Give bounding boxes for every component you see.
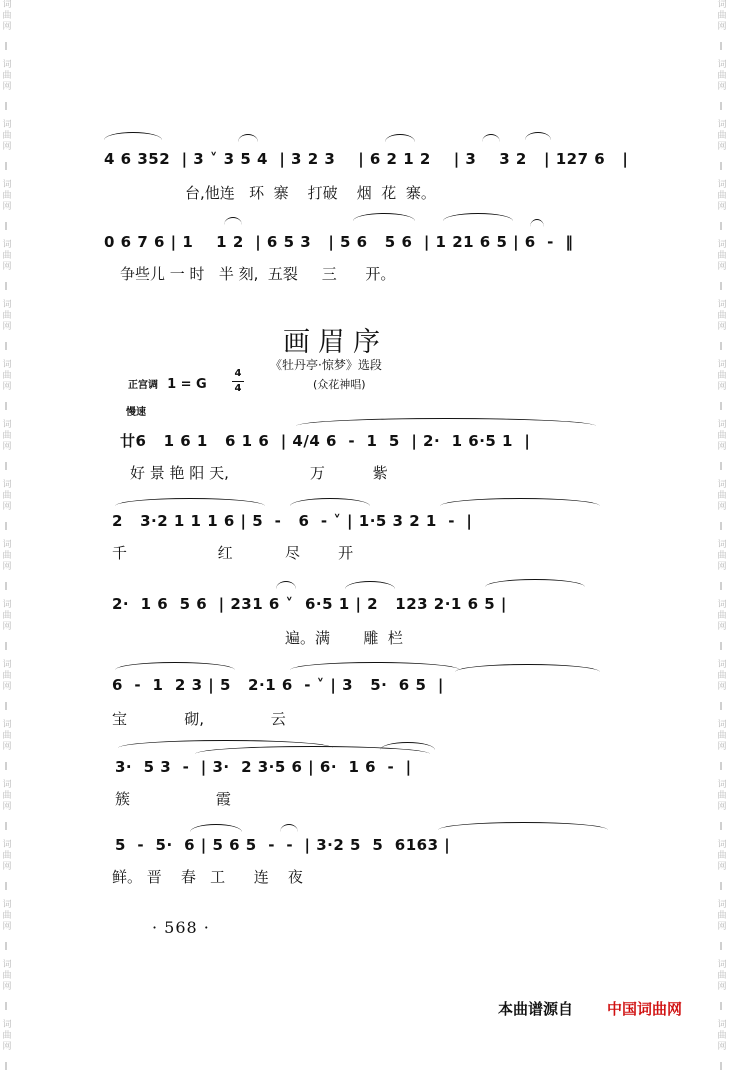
watermark-divider [5, 702, 7, 710]
key-value: 1 = G [167, 377, 207, 392]
watermark-divider [5, 762, 7, 770]
watermark-text: 词 曲 网 [2, 600, 12, 632]
watermark-divider [5, 582, 7, 590]
watermark-text: 词 曲 网 [2, 960, 12, 992]
notation-line: 5 - 5· 6 | 5 6 5 - - | 3·2 5 5 6163 | [115, 836, 451, 854]
slur [345, 581, 395, 589]
key-signature [128, 376, 207, 392]
lyrics-line: 鲜。 晋 春 工 连 夜 [112, 868, 303, 886]
notation-line: 3· 5 3 - | 3· 2 3·5 6 | 6· 1 6 - | [115, 758, 412, 776]
watermark-divider [720, 462, 722, 470]
watermark-text: 词 曲 网 [2, 540, 12, 572]
song-title: 画眉序 [283, 327, 388, 358]
slur [353, 213, 415, 221]
watermark-text: 词 曲 网 [717, 720, 727, 752]
watermark-text: 词 曲 网 [2, 300, 12, 332]
lyrics-line: 簇 霞 [115, 790, 231, 808]
slur [443, 213, 513, 221]
watermark-text: 词 曲 网 [2, 720, 12, 752]
watermark-text: 词 曲 网 [2, 480, 12, 512]
slur [530, 219, 544, 227]
watermark-divider [5, 42, 7, 50]
watermark-text: 词 曲 网 [717, 900, 727, 932]
time-signature [232, 368, 244, 395]
slur [455, 664, 600, 672]
slur [290, 498, 370, 506]
lyrics-line: 台,他连 环 寨 打破 烟 花 寨。 [185, 184, 436, 202]
notation-line: 0 6 7 6 | 1 1 2 | 6 5 3 | 5 6 5 6 | 1 21 6 5 | 6 - ‖ [104, 233, 574, 251]
watermark-divider [720, 222, 722, 230]
watermark-divider [720, 702, 722, 710]
watermark-text: 词 曲 网 [2, 0, 12, 32]
watermark-text: 词 曲 网 [2, 1020, 12, 1052]
watermark-divider [720, 942, 722, 950]
watermark-text: 词 曲 网 [2, 840, 12, 872]
slur [190, 824, 242, 832]
watermark-divider [5, 1002, 7, 1010]
notation-line: 2 3·2 1 1 1 6 | 5 - 6 - ˅ | 1·5 3 2 1 - | [112, 512, 473, 530]
footer-site-link[interactable]: 中国词曲网 [607, 1000, 683, 1018]
watermark-text: 词 曲 网 [2, 420, 12, 452]
watermark-text: 词 曲 网 [2, 360, 12, 392]
notation-line: 廿6 1 6 1 6 1 6 | 4/4 6 - 1 5 | 2· 1 6·5 1 | [120, 432, 531, 450]
watermark-divider [720, 162, 722, 170]
footer-source-label: 本曲谱源自 [498, 1000, 574, 1018]
slur [440, 498, 600, 506]
slur [276, 581, 296, 589]
watermark-divider [720, 582, 722, 590]
slur [380, 742, 435, 750]
watermark-divider [5, 942, 7, 950]
notation-line: 6 - 1 2 3 | 5 2·1 6 - ˅ | 3 5· 6 5 | [112, 676, 444, 694]
slur [482, 134, 500, 142]
watermark-divider [5, 402, 7, 410]
watermark-text: 词 曲 网 [717, 960, 727, 992]
watermark-divider [5, 222, 7, 230]
watermark-divider [5, 822, 7, 830]
watermark-text: 词 曲 网 [717, 420, 727, 452]
lyrics-line: 好 景 艳 阳 天, 万 紫 [130, 464, 388, 482]
slur [224, 217, 242, 225]
watermark-divider [5, 642, 7, 650]
watermark-divider [720, 822, 722, 830]
key-mode: 正宫调 [128, 380, 158, 391]
slur [115, 662, 235, 670]
watermark-text: 词 曲 网 [717, 840, 727, 872]
watermark-divider [5, 462, 7, 470]
watermark-divider [720, 642, 722, 650]
lyrics-line: 遍。满 雕 栏 [285, 629, 403, 647]
watermark-text: 词 曲 网 [2, 660, 12, 692]
singer-note: (众花神唱) [313, 378, 366, 391]
watermark-text: 词 曲 网 [717, 180, 727, 212]
slur [290, 662, 460, 670]
tempo-marking: 慢速 [126, 407, 146, 418]
watermark-text: 词 曲 网 [717, 540, 727, 572]
watermark-text: 词 曲 网 [717, 660, 727, 692]
watermark-divider [720, 342, 722, 350]
watermark-divider [720, 42, 722, 50]
slur [385, 134, 415, 142]
watermark-divider [5, 282, 7, 290]
watermark-column-right [715, 0, 729, 1052]
watermark-divider [720, 402, 722, 410]
slur [104, 132, 162, 140]
watermark-divider [720, 102, 722, 110]
time-signature-bottom: 4 [234, 383, 242, 394]
watermark-text: 词 曲 网 [2, 180, 12, 212]
notation-line: 2· 1 6 5 6 | 231 6 ˅ 6·5 1 | 2 123 2·1 6 5 | [112, 595, 507, 613]
slur [485, 579, 585, 587]
watermark-text: 词 曲 网 [2, 780, 12, 812]
watermark-divider [720, 1062, 722, 1070]
watermark-divider [5, 102, 7, 110]
watermark-text: 词 曲 网 [717, 300, 727, 332]
song-subtitle: 《牡丹亭·惊梦》选段 [270, 358, 382, 372]
watermark-text: 词 曲 网 [2, 60, 12, 92]
lyrics-line: 争些儿 一 时 半 刻, 五裂 三 开。 [120, 265, 396, 283]
watermark-text: 词 曲 网 [717, 0, 727, 32]
watermark-text: 词 曲 网 [717, 240, 727, 272]
watermark-divider [720, 762, 722, 770]
watermark-divider [5, 162, 7, 170]
watermark-text: 词 曲 网 [717, 780, 727, 812]
time-signature-divider [232, 381, 244, 382]
slur [280, 824, 298, 832]
slur [115, 498, 265, 506]
watermark-text: 词 曲 网 [2, 900, 12, 932]
watermark-text: 词 曲 网 [2, 240, 12, 272]
watermark-divider [720, 282, 722, 290]
watermark-divider [720, 522, 722, 530]
watermark-divider [5, 522, 7, 530]
watermark-divider [5, 882, 7, 890]
lyrics-line: 宝 砌, 云 [112, 710, 286, 728]
watermark-text: 词 曲 网 [717, 360, 727, 392]
watermark-divider [5, 1062, 7, 1070]
slur [525, 132, 551, 140]
watermark-divider [720, 882, 722, 890]
watermark-text: 词 曲 网 [717, 480, 727, 512]
watermark-text: 词 曲 网 [717, 60, 727, 92]
lyrics-line: 千 红 尽 开 [112, 544, 354, 562]
slur [296, 418, 596, 426]
watermark-text: 词 曲 网 [717, 600, 727, 632]
watermark-divider [5, 342, 7, 350]
watermark-text: 词 曲 网 [717, 1020, 727, 1052]
watermark-divider [720, 1002, 722, 1010]
watermark-text: 词 曲 网 [2, 120, 12, 152]
slur [238, 134, 258, 142]
notation-line: 4 6 352 | 3 ˅ 3 5 4 | 3 2 3 | 6 2 1 2 | 3 3 2 | 127 6 | [104, 150, 629, 168]
slur [438, 822, 608, 830]
watermark-column-left [0, 0, 14, 1052]
time-signature-top: 4 [234, 368, 242, 379]
watermark-text: 词 曲 网 [717, 120, 727, 152]
page-number: · 568 · [152, 918, 210, 937]
